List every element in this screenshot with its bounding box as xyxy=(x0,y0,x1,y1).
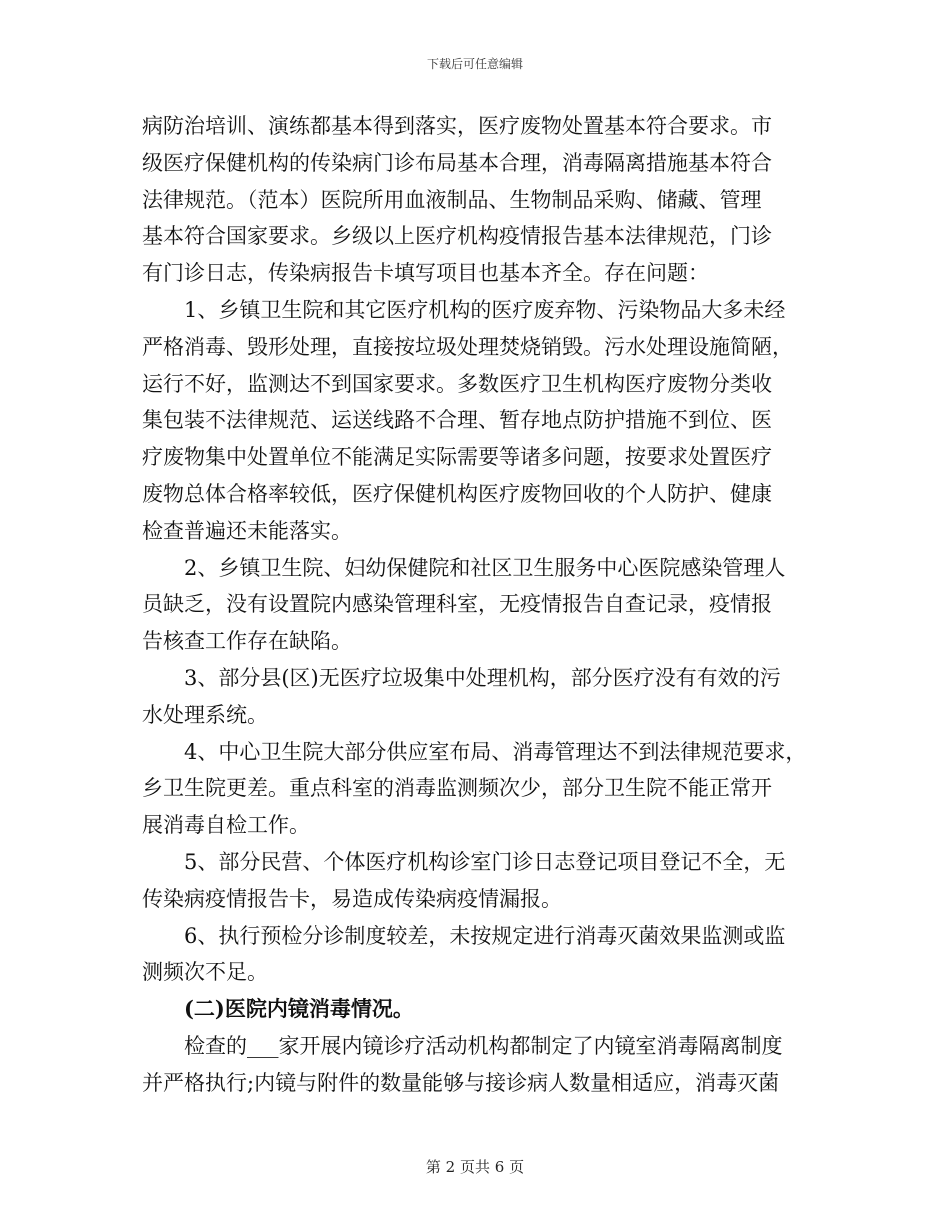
text-line: 1、乡镇卫生院和其它医疗机构的医疗废弃物、污染物品大多未经 xyxy=(184,297,786,322)
text-line: 检查的___家开展内镜诊疗活动机构都制定了内镜室消毒隔离制度 xyxy=(184,1033,783,1058)
text-line: 告核查工作存在缺陷。 xyxy=(142,629,352,654)
text-line: 员缺乏，没有设置院内感染管理科室，无疫情报告自查记录，疫情报 xyxy=(142,592,772,617)
text-line: 基本符合国家要求。乡级以上医疗机构疫情报告基本法律规范，门诊 xyxy=(142,224,772,249)
document-body xyxy=(142,108,822,1102)
text-line: 3、部分县(区)无医疗垃圾集中处理机构，部分医疗没有有效的污 xyxy=(184,665,781,690)
text-line: 测频次不足。 xyxy=(142,960,268,985)
text-line: 5、部分民营、个体医疗机构诊室门诊日志登记项目登记不全，无 xyxy=(184,849,786,874)
page-number: 第 2 页共 6 页 xyxy=(425,1158,525,1176)
text-line: 法律规范。（范本）医院所用血液制品、生物制品采购、储藏、管理 xyxy=(142,187,762,212)
text-line: 集包装不法律规范、运送线路不合理、暂存地点防护措施不到位、医 xyxy=(142,408,772,433)
text-line: 展消毒自检工作。 xyxy=(142,813,310,838)
text-line: 疗废物集中处置单位不能满足实际需要等诸多问题，按要求处置医疗 xyxy=(142,445,772,470)
text-line: 水处理系统。 xyxy=(142,702,268,727)
text-line: 级医疗保健机构的传染病门诊布局基本合理，消毒隔离措施基本符合 xyxy=(142,150,772,175)
text-line: 有门诊日志，传染病报告卡填写项目也基本齐全。存在问题： xyxy=(142,261,709,286)
text-line: 乡卫生院更差。重点科室的消毒监测频次少，部分卫生院不能正常开 xyxy=(142,776,772,801)
text-line: 2、乡镇卫生院、妇幼保健院和社区卫生服务中心医院感染管理人 xyxy=(184,555,786,580)
text-line: 4、中心卫生院大部分供应室布局、消毒管理达不到法律规范要求， xyxy=(184,739,807,764)
text-line: 6、执行预检分诊制度较差，未按规定进行消毒灭菌效果监测或监 xyxy=(184,923,786,948)
section-heading: (二)医院内镜消毒情况。 xyxy=(184,996,414,1022)
text-line: 传染病疫情报告卡，易造成传染病疫情漏报。 xyxy=(142,886,562,911)
text-line: 严格消毒、毁形处理，直接按垃圾处理焚烧销毁。污水处理设施简陋， xyxy=(142,334,793,359)
text-line: 废物总体合格率较低，医疗保健机构医疗废物回收的个人防护、健康 xyxy=(142,481,772,506)
text-line: 病防治培训、演练都基本得到落实，医疗废物处置基本符合要求。市 xyxy=(142,114,772,138)
text-line: 检查普遍还未能落实。 xyxy=(142,518,352,543)
text-line: 并严格执行;内镜与附件的数量能够与接诊病人数量相适应，消毒灭菌 xyxy=(142,1070,780,1095)
page-header-note: 下载后可任意编辑 xyxy=(426,57,523,71)
text-line: 运行不好，监测达不到国家要求。多数医疗卫生机构医疗废物分类收 xyxy=(142,371,772,396)
